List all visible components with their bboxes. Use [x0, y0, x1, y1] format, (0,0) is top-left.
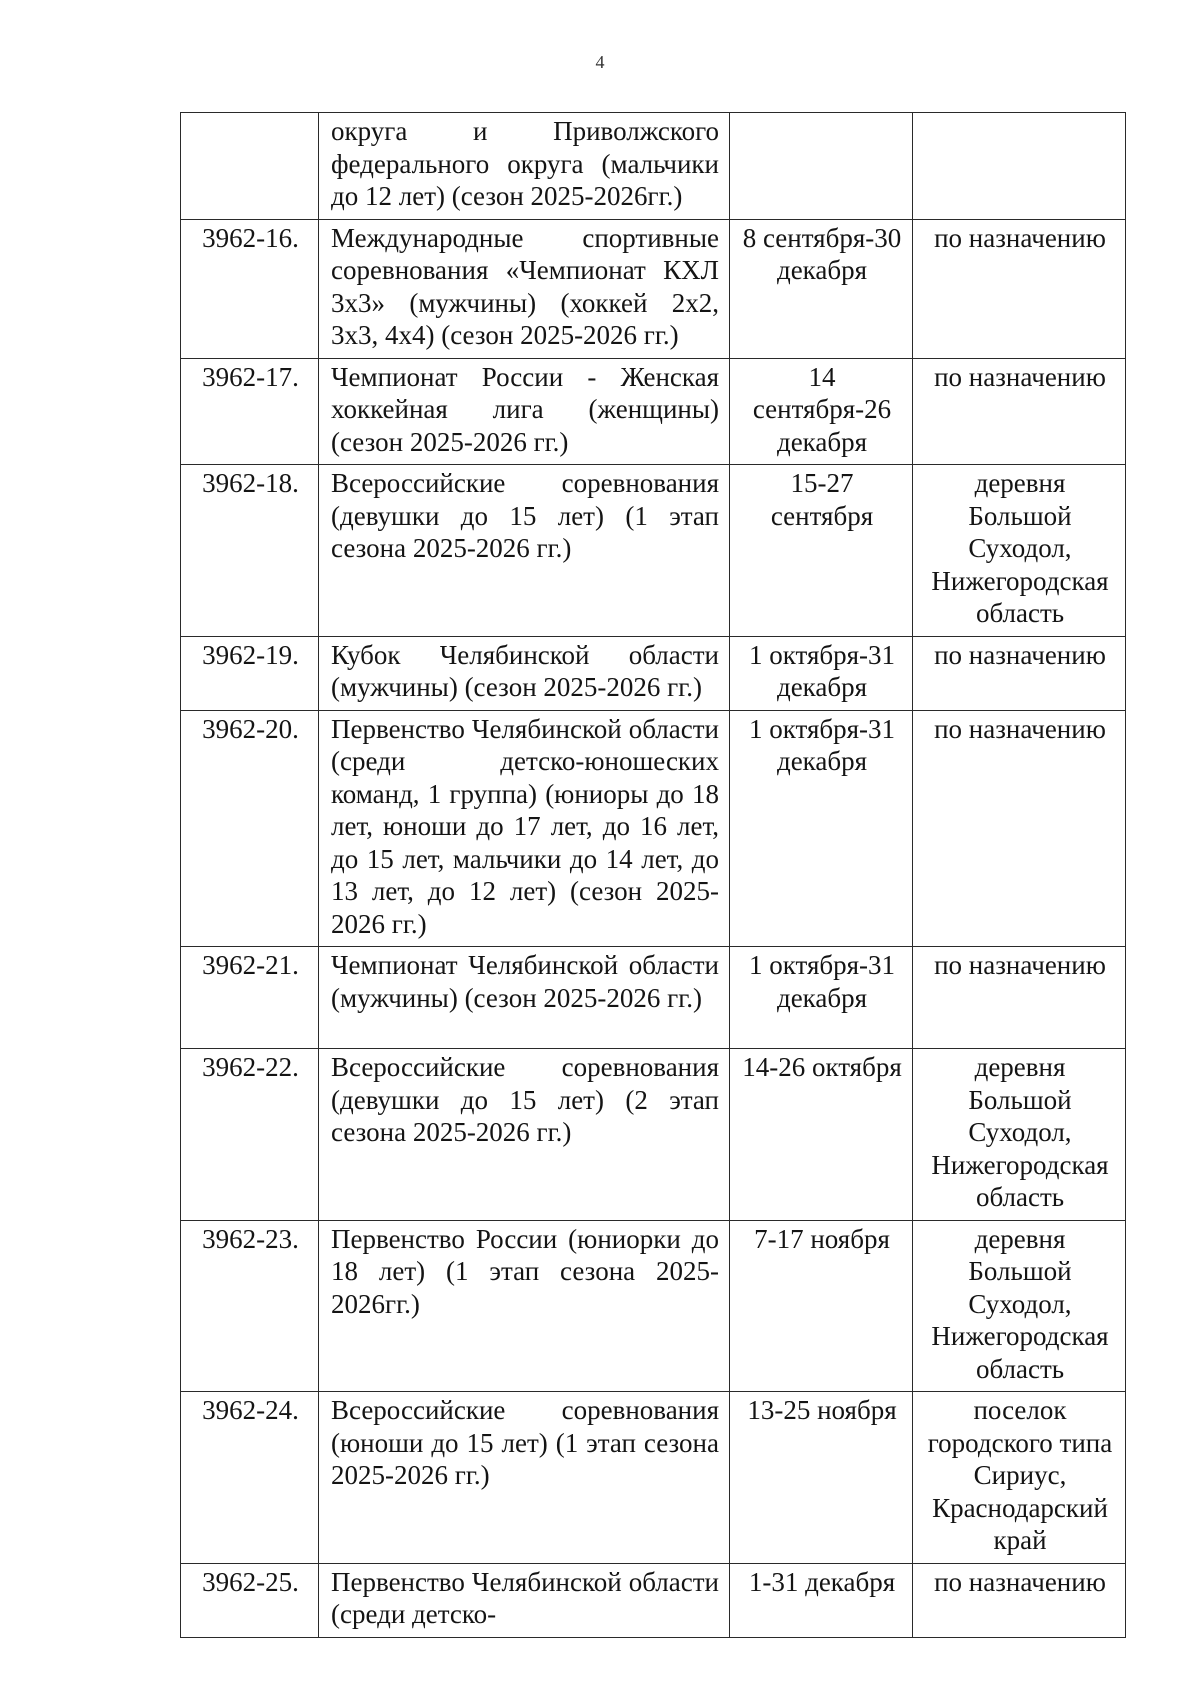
event-name: Всероссийские соревнования (девушки до 15 лет) (1 этап сезона 2025-2026 гг.) — [319, 465, 730, 637]
event-number: 3962-18. — [181, 465, 319, 637]
event-place: по назначению — [913, 219, 1126, 358]
event-dates: 1 октября-31 декабря — [730, 636, 913, 710]
event-number — [181, 113, 319, 220]
event-place: по назначению — [913, 947, 1126, 1049]
table-row — [181, 1563, 1126, 1637]
event-dates — [730, 113, 913, 220]
event-number: 3962-25. — [181, 1563, 319, 1637]
event-place: по назначению — [913, 636, 1126, 710]
event-number: 3962-21. — [181, 947, 319, 1049]
event-dates: 1 октября-31 декабря — [730, 947, 913, 1049]
event-name: Первенство Челябинской области (среди детско-юношеских команд, 1 группа) (юниоры до 18 лет, юноши до 17 лет, до 16 лет, до 15 лет, мальчики до 14 лет, до 13 лет, до 12 лет) (сезон 2025-2026 гг.) — [319, 710, 730, 947]
event-name: Кубок Челябинской области (мужчины) (сезон 2025-2026 гг.) — [319, 636, 730, 710]
event-number: 3962-19. — [181, 636, 319, 710]
event-number: 3962-22. — [181, 1049, 319, 1221]
event-number: 3962-17. — [181, 358, 319, 465]
table-row — [181, 636, 1126, 710]
event-dates: 14 сентября-26 декабря — [730, 358, 913, 465]
events-table — [180, 112, 1126, 1638]
event-dates: 1 октября-31 декабря — [730, 710, 913, 947]
table-row — [181, 1392, 1126, 1564]
event-name: Международные спортивные соревнования «Чемпионат КХЛ 3x3» (мужчины) (хоккей 2x2, 3x3, 4x4) (сезон 2025-2026 гг.) — [319, 219, 730, 358]
event-number: 3962-20. — [181, 710, 319, 947]
event-place: деревня Большой Суходол, Нижегородская область — [913, 1049, 1126, 1221]
event-dates: 13-25 ноября — [730, 1392, 913, 1564]
page-number: 4 — [595, 52, 605, 72]
event-place: деревня Большой Суходол, Нижегородская область — [913, 1220, 1126, 1392]
table-row — [181, 947, 1126, 1049]
event-name: Всероссийские соревнования (юноши до 15 лет) (1 этап сезона 2025-2026 гг.) — [319, 1392, 730, 1564]
table-row — [181, 1220, 1126, 1392]
event-name: Чемпионат России - Женская хоккейная лига (женщины) (сезон 2025-2026 гг.) — [319, 358, 730, 465]
event-place: деревня Большой Суходол, Нижегородская область — [913, 465, 1126, 637]
event-name: Всероссийские соревнования (девушки до 15 лет) (2 этап сезона 2025-2026 гг.) — [319, 1049, 730, 1221]
event-name: Первенство России (юниорки до 18 лет) (1 этап сезона 2025-2026гг.) — [319, 1220, 730, 1392]
event-dates: 1-31 декабря — [730, 1563, 913, 1637]
event-number: 3962-16. — [181, 219, 319, 358]
event-place: по назначению — [913, 358, 1126, 465]
table-row — [181, 358, 1126, 465]
table-row — [181, 1049, 1126, 1221]
event-dates: 14-26 октября — [730, 1049, 913, 1221]
event-dates: 8 сентября-30 декабря — [730, 219, 913, 358]
event-name: округа и Приволжского федерального округа (мальчики до 12 лет) (сезон 2025-2026гг.) — [319, 113, 730, 220]
event-dates: 15-27 сентября — [730, 465, 913, 637]
event-place: по назначению — [913, 710, 1126, 947]
event-number: 3962-23. — [181, 1220, 319, 1392]
event-place: по назначению — [913, 1563, 1126, 1637]
table-row — [181, 710, 1126, 947]
event-dates: 7-17 ноября — [730, 1220, 913, 1392]
table-row — [181, 113, 1126, 220]
event-name: Первенство Челябинской области (среди детско- — [319, 1563, 730, 1637]
event-name: Чемпионат Челябинской области (мужчины) (сезон 2025-2026 гг.) — [319, 947, 730, 1049]
event-number: 3962-24. — [181, 1392, 319, 1564]
table-row — [181, 465, 1126, 637]
table-row — [181, 219, 1126, 358]
event-place — [913, 113, 1126, 220]
event-place: поселок городского типа Сириус, Краснодарский край — [913, 1392, 1126, 1564]
